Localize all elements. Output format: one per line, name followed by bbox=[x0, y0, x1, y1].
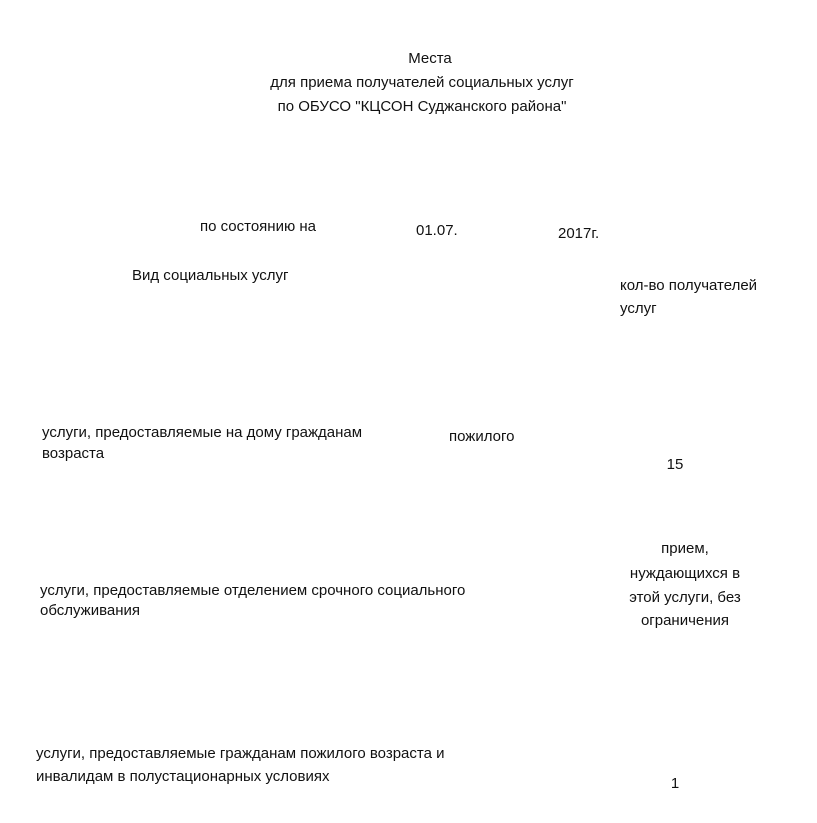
date-year: 2017г. bbox=[558, 225, 600, 242]
row-2-count-line-3: этой услуги, без bbox=[629, 589, 741, 606]
column-header-count-line-1: кол-во получателей bbox=[620, 277, 758, 294]
title-line-1: Места bbox=[408, 50, 452, 67]
column-header-count-line-2: услуг bbox=[620, 300, 657, 317]
row-2-count-line-4: ограничения bbox=[640, 612, 730, 629]
row-1-service-line-1: услуги, предоставляемые на дому гражданам bbox=[42, 424, 363, 441]
column-header-service-type: Вид социальных услуг bbox=[132, 267, 289, 284]
title-line-3: по ОБУСО "КЦСОН Суджанского района" bbox=[277, 98, 567, 115]
row-1-service-line-2: возраста bbox=[42, 445, 105, 462]
row-1-service-extra: пожилого bbox=[449, 428, 515, 445]
row-3-service-line-1: услуги, предоставляемые гражданам пожилого возраста и bbox=[36, 745, 445, 762]
row-1-count: 15 bbox=[666, 456, 684, 473]
row-2-service-line-1: услуги, предоставляемые отделением срочного социального bbox=[40, 582, 466, 599]
date-day-month: 01.07. bbox=[416, 222, 458, 239]
row-2-count-line-2: нуждающихся в bbox=[629, 565, 741, 582]
row-3-count: 1 bbox=[670, 775, 680, 792]
row-2-service-line-2: обслуживания bbox=[40, 602, 141, 619]
title-line-2: для приема получателей социальных услуг bbox=[270, 74, 574, 91]
row-2-count-line-1: прием, bbox=[661, 540, 709, 557]
row-3-service-line-2: инвалидам в полустационарных условиях bbox=[36, 768, 330, 785]
date-label: по состоянию на bbox=[200, 218, 317, 235]
